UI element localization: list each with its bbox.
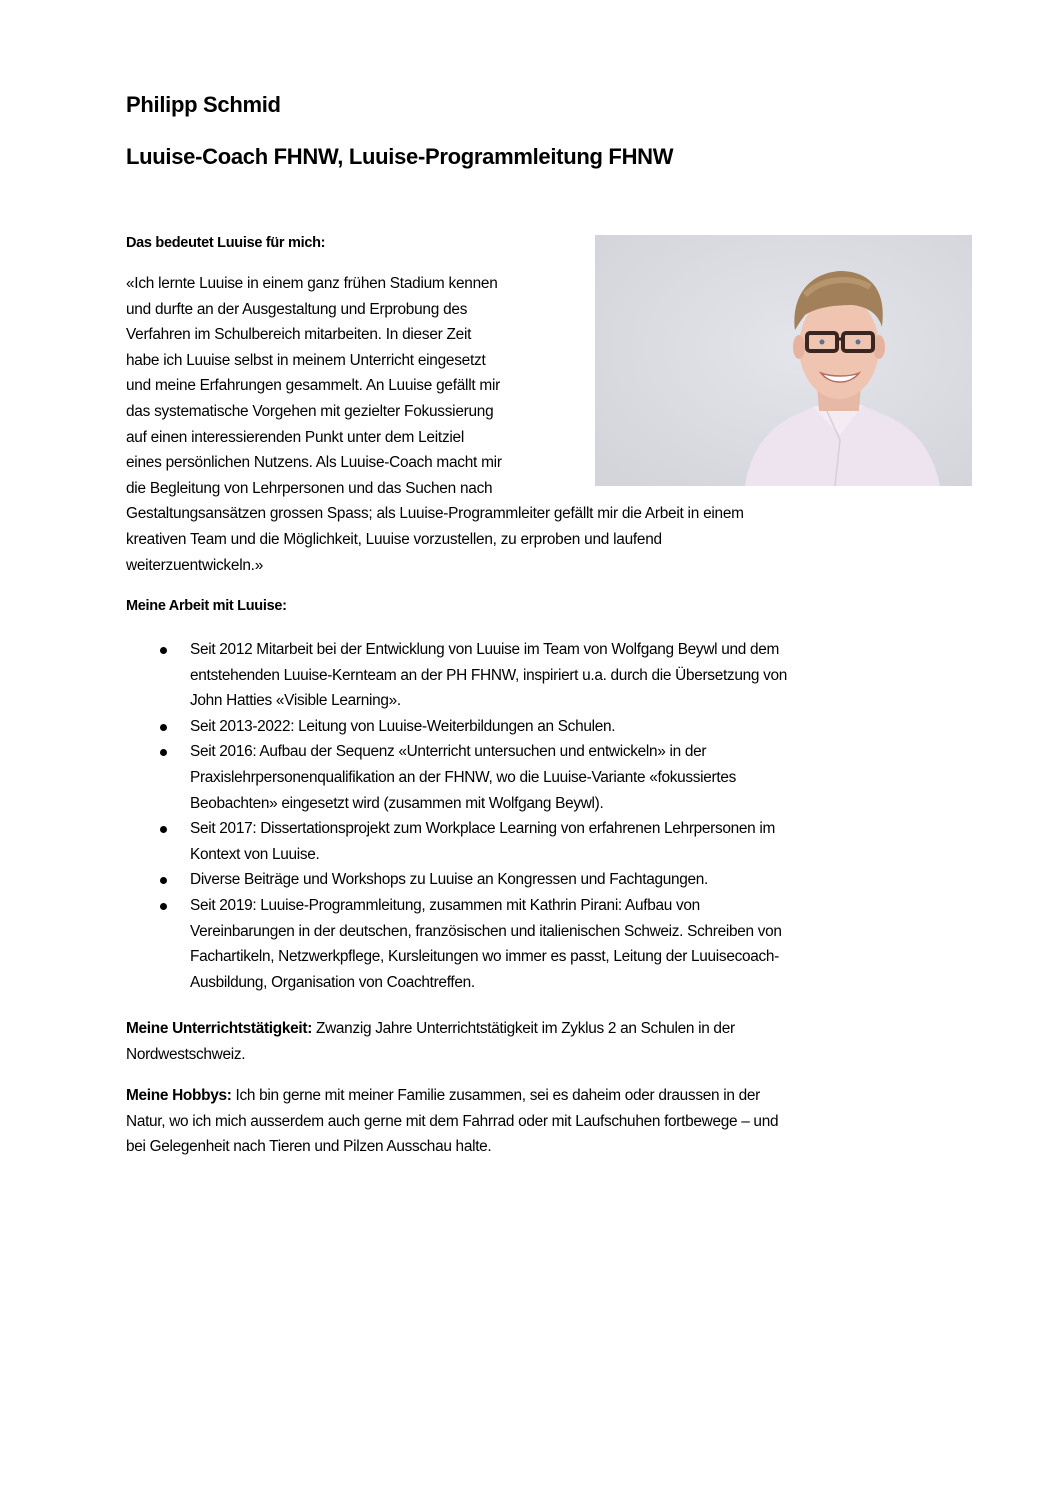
list-item-line: Seit 2017: Dissertationsprojekt zum Workplace Learning von erfahrenen Lehrpersonen im <box>190 820 776 838</box>
list-item-line: Vereinbarungen in der deutschen, französischen und italienischen Schweiz. Schreiben von <box>190 922 782 940</box>
list-item-line: Diverse Beiträge und Workshops zu Luuise an Kongressen und Fachtagungen. <box>190 871 708 889</box>
quote-line: Verfahren im Schulbereich mitarbeiten. In dieser Zeit <box>126 326 472 344</box>
bullet-icon <box>160 877 167 884</box>
list-item-line: Fachartikeln, Netzwerkpflege, Kursleitungen wo immer es passt, Leitung der Luuisecoach- <box>190 948 779 966</box>
list-item-line: Seit 2012 Mitarbeit bei der Entwicklung von Luuise im Team von Wolfgang Beywl und dem <box>190 641 780 658</box>
quote-line: habe ich Luuise selbst in meinem Unterricht eingesetzt <box>126 351 486 369</box>
hobbies-label: Meine Hobbys: <box>126 1087 232 1104</box>
hobbies-text: bei Gelegenheit nach Tieren und Pilzen Ausschau halte. <box>126 1138 492 1156</box>
portrait-illustration-icon <box>595 235 972 486</box>
list-item-line: Praxislehrpersonenqualifikation an der FHNW, wo die Luuise-Variante «fokussiertes <box>190 768 737 786</box>
list-item-line: John Hatties «Visible Learning». <box>190 692 401 710</box>
bullet-icon <box>160 903 167 910</box>
teaching-paragraph <box>126 1016 735 1067</box>
quote-line: kreativen Team und die Möglichkeit, Luuise vorzustellen, zu erproben und laufend <box>126 530 662 548</box>
list-item-line: Kontext von Luuise. <box>190 845 320 863</box>
hobbies-text: Ich bin gerne mit meiner Familie zusammen, sei es daheim oder draussen in der <box>231 1087 760 1104</box>
work-list <box>126 637 946 995</box>
teaching-text: Zwanzig Jahre Unterrichtstätigkeit im Zyklus 2 an Schulen in der <box>312 1020 735 1037</box>
quote-line: «Ich lernte Luuise in einem ganz frühen Stadium kennen <box>126 275 498 292</box>
portrait-photo <box>595 235 972 486</box>
quote-line: und meine Erfahrungen gesammelt. An Luuise gefällt mir <box>126 377 501 395</box>
quote-line: eines persönlichen Nutzens. Als Luuise-Coach macht mir <box>126 454 502 472</box>
list-item-line: Beobachten» eingesetzt wird (zusammen mit Wolfgang Beywl). <box>190 794 604 812</box>
bullet-icon <box>160 826 167 833</box>
list-item-line: Ausbildung, Organisation von Coachtreffen. <box>190 973 475 991</box>
hobbies-paragraph <box>126 1083 778 1160</box>
quote-line: das systematische Vorgehen mit gezielter Fokussierung <box>126 402 494 420</box>
list-item-line: Seit 2013-2022: Leitung von Luuise-Weiterbildungen an Schulen. <box>190 717 616 735</box>
section-heading-work: Meine Arbeit mit Luuise: <box>126 598 287 614</box>
list-item <box>126 816 946 867</box>
quote-line: und durfte an der Ausgestaltung und Erprobung des <box>126 300 468 318</box>
list-item <box>126 637 946 714</box>
list-item-line: entstehenden Luuise-Kernteam an der PH FHNW, inspiriert u.a. durch die Übersetzung von <box>190 666 787 684</box>
section-heading-meaning: Das bedeutet Luuise für mich: <box>126 235 326 251</box>
quote-line: weiterzuentwickeln.» <box>126 556 264 574</box>
bullet-icon <box>160 647 167 654</box>
bullet-icon <box>160 749 167 756</box>
list-item-line: Seit 2019: Luuise-Programmleitung, zusammen mit Kathrin Pirani: Aufbau von <box>190 896 700 914</box>
quote-line: Gestaltungsansätzen grossen Spass; als Luuise-Programmleiter gefällt mir die Arbeit in einem <box>126 505 744 523</box>
quote-line: die Begleitung von Lehrpersonen und das Suchen nach <box>126 479 493 497</box>
list-item <box>126 714 946 740</box>
person-role: Luuise-Coach FHNW, Luuise-Programmleitung FHNW <box>126 144 674 169</box>
teaching-label: Meine Unterrichtstätigkeit: <box>126 1020 313 1037</box>
bullet-icon <box>160 724 167 731</box>
hobbies-text: Natur, wo ich mich ausserdem auch gerne mit dem Fahrrad oder mit Laufschuhen fortbewege – und <box>126 1112 779 1130</box>
person-name: Philipp Schmid <box>126 92 281 117</box>
list-item-line: Seit 2016: Aufbau der Sequenz «Unterricht untersuchen und entwickeln» in der <box>190 743 707 761</box>
quote-line: auf einen interessierenden Punkt unter dem Leitziel <box>126 428 465 446</box>
list-item <box>126 893 946 995</box>
list-item <box>126 739 946 816</box>
list-item <box>126 867 946 893</box>
teaching-text: Nordwestschweiz. <box>126 1045 246 1063</box>
